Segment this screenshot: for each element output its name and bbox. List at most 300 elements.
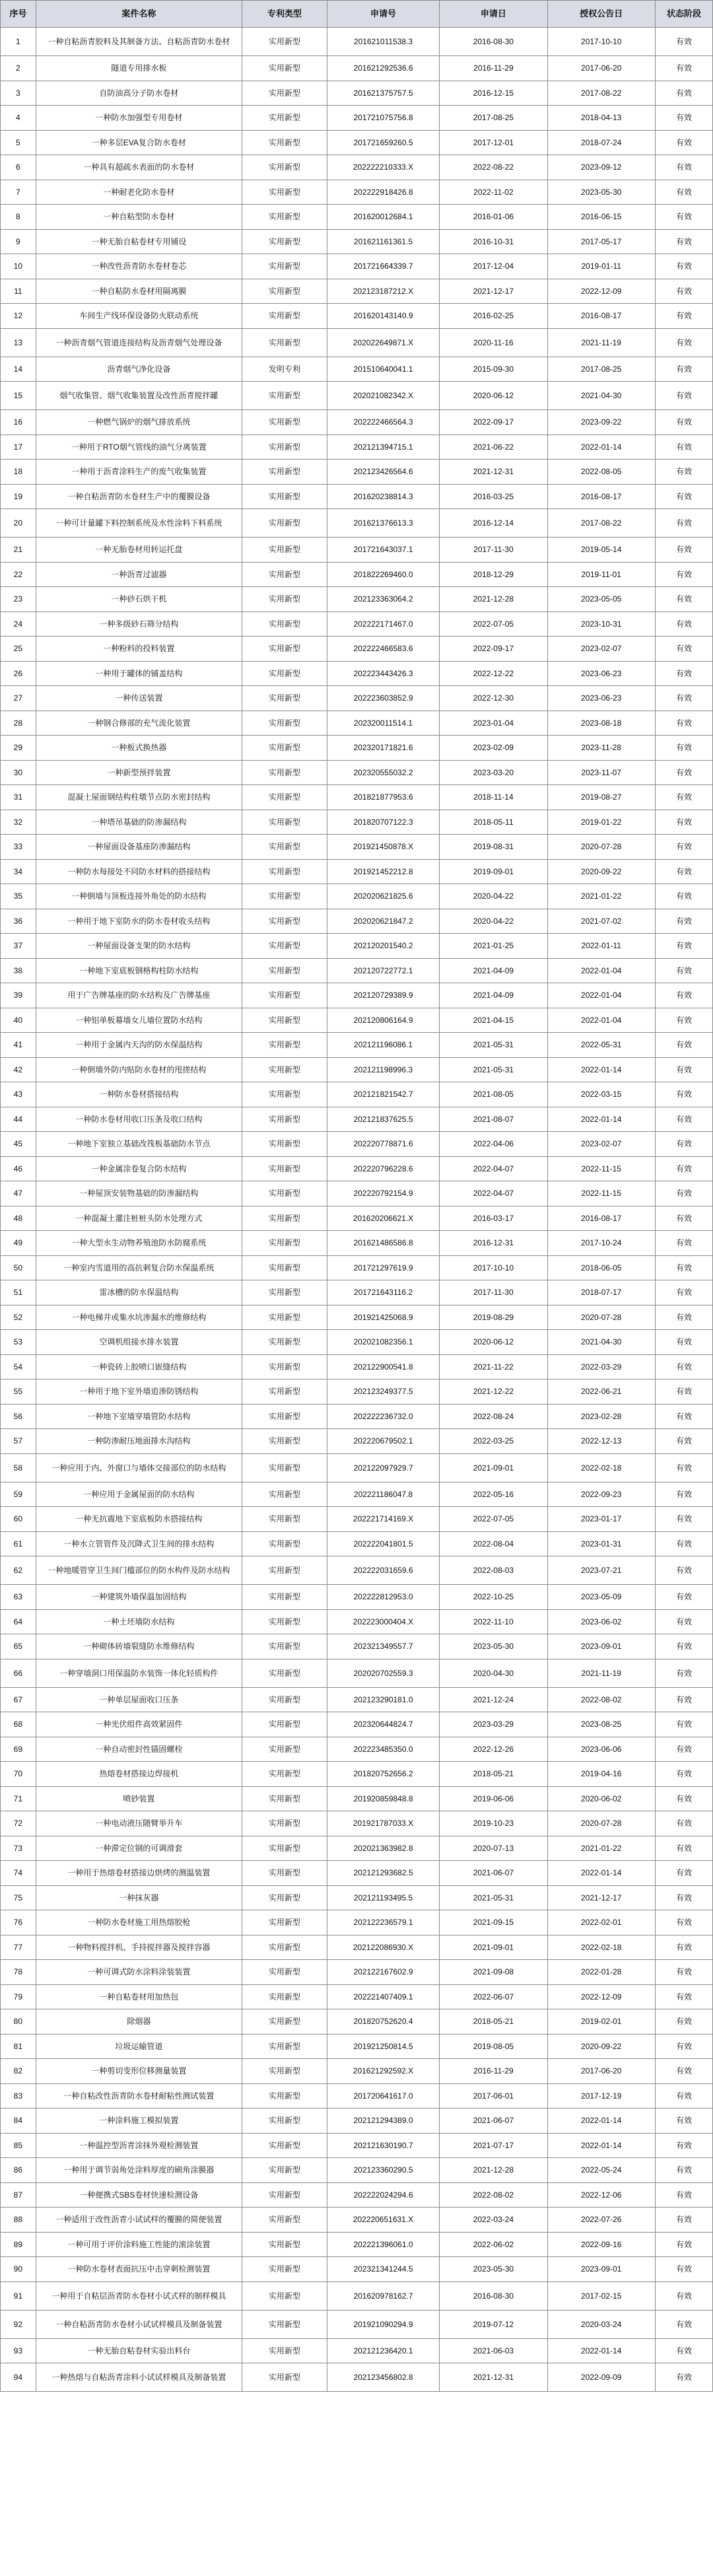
cell-application-date: 2023-03-20 <box>440 760 547 785</box>
cell-application-number: 202222031659.6 <box>327 1556 439 1585</box>
cell-grant-date: 2017-06-20 <box>547 56 655 81</box>
cell-status: 有效 <box>655 1910 712 1935</box>
cell-patent-type: 实用新型 <box>242 328 327 357</box>
cell-grant-date: 2022-12-09 <box>547 1984 655 2009</box>
cell-application-number: 202123363064.2 <box>327 587 439 612</box>
cell-patent-type: 实用新型 <box>242 509 327 538</box>
table-row <box>1 509 713 538</box>
cell-case-name: 一种传送装置 <box>36 686 242 711</box>
cell-grant-date: 2017-08-25 <box>547 357 655 382</box>
cell-case-name: 一种水立管管件及沉降式卫生间的排水结构 <box>36 1531 242 1556</box>
cell-case-name: 一种钢合修部的充气流化装置 <box>36 711 242 736</box>
cell-patent-type: 实用新型 <box>242 229 327 254</box>
cell-grant-date: 2018-07-24 <box>547 130 655 155</box>
cell-application-date: 2016-08-30 <box>440 28 547 56</box>
cell-application-number: 201621292536.6 <box>327 56 439 81</box>
cell-index: 18 <box>1 460 36 485</box>
cell-patent-type: 实用新型 <box>242 1585 327 1610</box>
cell-application-number: 201821877953.6 <box>327 785 439 810</box>
cell-patent-type: 实用新型 <box>242 304 327 329</box>
table-row <box>1 1280 713 1305</box>
cell-patent-type: 实用新型 <box>242 1935 327 1960</box>
cell-patent-type: 实用新型 <box>242 28 327 56</box>
cell-case-name: 一种自粘改性沥青防水卷材耐粘性测试装置 <box>36 2083 242 2108</box>
cell-application-number: 202222171467.0 <box>327 611 439 637</box>
cell-case-name: 一种无抗震地下室底板防水搭接结构 <box>36 1507 242 1532</box>
table-row <box>1 983 713 1008</box>
cell-case-name: 一种倒墙与顶板连接外角处的防水结构 <box>36 884 242 909</box>
cell-index: 1 <box>1 28 36 56</box>
cell-patent-type: 实用新型 <box>242 1008 327 1033</box>
cell-application-number: 201921090294.9 <box>327 2310 439 2338</box>
cell-case-name: 一种便携式SBS卷材快速检测设备 <box>36 2182 242 2208</box>
cell-application-date: 2018-11-14 <box>440 785 547 810</box>
cell-application-date: 2022-08-22 <box>440 155 547 180</box>
cell-application-number: 202122086930.X <box>327 1935 439 1960</box>
cell-grant-date: 2022-06-21 <box>547 1379 655 1405</box>
cell-application-date: 2020-06-12 <box>440 382 547 410</box>
cell-case-name: 一种用于沥青涂料生产的废气收集装置 <box>36 460 242 485</box>
cell-patent-type: 实用新型 <box>242 1712 327 1737</box>
table-row <box>1 410 713 435</box>
cell-application-number: 202220792154.9 <box>327 1181 439 1206</box>
cell-status: 有效 <box>655 859 712 884</box>
table-row <box>1 2232 713 2257</box>
header-row <box>1 1 713 28</box>
table-row <box>1 435 713 460</box>
cell-grant-date: 2023-06-23 <box>547 661 655 686</box>
cell-status: 有效 <box>655 28 712 56</box>
cell-index: 74 <box>1 1861 36 1886</box>
table-row <box>1 1836 713 1861</box>
cell-index: 62 <box>1 1556 36 1585</box>
header-patent-type: 专利类型 <box>242 1 327 28</box>
cell-status: 有效 <box>655 2083 712 2108</box>
cell-status: 有效 <box>655 661 712 686</box>
cell-case-name: 一种电梯井或集水坑渗漏水的维修结构 <box>36 1305 242 1330</box>
table-row <box>1 1057 713 1082</box>
cell-status: 有效 <box>655 304 712 329</box>
cell-status: 有效 <box>655 909 712 934</box>
cell-grant-date: 2022-03-15 <box>547 1082 655 1107</box>
cell-case-name: 一种涂料施工模拟装置 <box>36 2108 242 2134</box>
cell-patent-type: 实用新型 <box>242 1404 327 1429</box>
cell-patent-type: 实用新型 <box>242 1687 327 1712</box>
cell-application-date: 2016-03-25 <box>440 484 547 509</box>
cell-application-number: 202121821542.7 <box>327 1082 439 1107</box>
cell-status: 有效 <box>655 1585 712 1610</box>
cell-application-number: 202221396061.0 <box>327 2232 439 2257</box>
cell-patent-type: 实用新型 <box>242 1033 327 1058</box>
cell-grant-date: 2022-01-14 <box>547 1861 655 1886</box>
cell-status: 有效 <box>655 2133 712 2158</box>
cell-grant-date: 2021-01-22 <box>547 884 655 909</box>
cell-status: 有效 <box>655 1861 712 1886</box>
cell-status: 有效 <box>655 1762 712 1787</box>
cell-application-date: 2016-12-14 <box>440 509 547 538</box>
cell-index: 69 <box>1 1737 36 1762</box>
cell-grant-date: 2022-05-24 <box>547 2158 655 2183</box>
cell-grant-date: 2023-09-22 <box>547 410 655 435</box>
cell-patent-type: 实用新型 <box>242 254 327 279</box>
cell-application-date: 2017-06-01 <box>440 2083 547 2108</box>
cell-status: 有效 <box>655 1057 712 1082</box>
cell-application-date: 2016-02-25 <box>440 304 547 329</box>
cell-index: 50 <box>1 1255 36 1280</box>
cell-status: 有效 <box>655 435 712 460</box>
cell-status: 有效 <box>655 2059 712 2084</box>
cell-case-name: 一种用于自粘层沥青防水卷材小试式样的制样模具 <box>36 2281 242 2310</box>
cell-status: 有效 <box>655 81 712 106</box>
cell-application-date: 2015-09-30 <box>440 357 547 382</box>
cell-grant-date: 2022-09-09 <box>547 2363 655 2392</box>
cell-application-date: 2018-05-21 <box>440 1762 547 1787</box>
cell-grant-date: 2019-01-22 <box>547 810 655 835</box>
cell-index: 55 <box>1 1379 36 1405</box>
cell-application-date: 2017-11-30 <box>440 538 547 563</box>
cell-application-number: 202220778871.6 <box>327 1132 439 1157</box>
cell-grant-date: 2017-08-22 <box>547 509 655 538</box>
cell-case-name: 一种砂石烘干机 <box>36 587 242 612</box>
cell-grant-date: 2021-01-22 <box>547 1836 655 1861</box>
cell-index: 34 <box>1 859 36 884</box>
table-row <box>1 1453 713 1482</box>
cell-index: 2 <box>1 56 36 81</box>
cell-case-name: 一种可计量罐下料控制系统及水性涂料下料系统 <box>36 509 242 538</box>
cell-grant-date: 2023-02-28 <box>547 1404 655 1429</box>
cell-index: 86 <box>1 2158 36 2183</box>
cell-application-date: 2017-10-10 <box>440 1255 547 1280</box>
cell-grant-date: 2023-09-12 <box>547 155 655 180</box>
table-row <box>1 1935 713 1960</box>
cell-patent-type: 实用新型 <box>242 2208 327 2233</box>
cell-status: 有效 <box>655 1379 712 1405</box>
cell-case-name: 一种自粘沥青防水卷材小试试样模具及制备装置 <box>36 2310 242 2338</box>
cell-application-number: 202123360290.5 <box>327 2158 439 2183</box>
cell-application-date: 2016-03-17 <box>440 1206 547 1231</box>
cell-case-name: 一种单层屋面收口压条 <box>36 1687 242 1712</box>
cell-patent-type: 实用新型 <box>242 130 327 155</box>
cell-grant-date: 2023-08-18 <box>547 711 655 736</box>
cell-index: 66 <box>1 1659 36 1687</box>
table-row <box>1 2363 713 2392</box>
table-row <box>1 1984 713 2009</box>
cell-status: 有效 <box>655 736 712 761</box>
cell-status: 有效 <box>655 785 712 810</box>
cell-index: 32 <box>1 810 36 835</box>
cell-patent-type: 实用新型 <box>242 2034 327 2059</box>
cell-application-number: 202021082356.1 <box>327 1330 439 1355</box>
cell-index: 23 <box>1 587 36 612</box>
cell-case-name: 一种适用于改性沥青小试试样的覆膜的简便装置 <box>36 2208 242 2233</box>
cell-index: 15 <box>1 382 36 410</box>
table-row <box>1 637 713 662</box>
cell-status: 有效 <box>655 1885 712 1910</box>
cell-index: 24 <box>1 611 36 637</box>
cell-application-date: 2020-04-22 <box>440 884 547 909</box>
cell-patent-type: 实用新型 <box>242 1453 327 1482</box>
cell-status: 有效 <box>655 2108 712 2134</box>
cell-grant-date: 2023-10-31 <box>547 611 655 637</box>
cell-case-name: 烟气收集管、烟气收集装置及改性沥青搅拌罐 <box>36 382 242 410</box>
cell-status: 有效 <box>655 611 712 637</box>
cell-grant-date: 2020-07-28 <box>547 1811 655 1836</box>
cell-patent-type: 实用新型 <box>242 983 327 1008</box>
cell-index: 83 <box>1 2083 36 2108</box>
cell-application-number: 202320555032.2 <box>327 760 439 785</box>
cell-index: 25 <box>1 637 36 662</box>
cell-application-number: 201721075756.8 <box>327 106 439 131</box>
cell-application-number: 201921250814.5 <box>327 2034 439 2059</box>
cell-grant-date: 2019-11-01 <box>547 562 655 587</box>
cell-patent-type: 实用新型 <box>242 2232 327 2257</box>
cell-index: 39 <box>1 983 36 1008</box>
cell-application-number: 202120729389.9 <box>327 983 439 1008</box>
table-row <box>1 785 713 810</box>
cell-application-number: 202223000404.X <box>327 1609 439 1634</box>
cell-application-number: 202123249377.5 <box>327 1379 439 1405</box>
cell-application-number: 201621292592.X <box>327 2059 439 2084</box>
cell-case-name: 用于广告牌基座的防水结构及广告牌基座 <box>36 983 242 1008</box>
cell-application-number: 202123187212.X <box>327 279 439 304</box>
header-index: 序号 <box>1 1 36 28</box>
cell-application-date: 2020-06-12 <box>440 1330 547 1355</box>
table-row <box>1 382 713 410</box>
table-row <box>1 1033 713 1058</box>
cell-index: 81 <box>1 2034 36 2059</box>
cell-index: 72 <box>1 1811 36 1836</box>
cell-application-number: 201510640041.1 <box>327 357 439 382</box>
cell-application-number: 202121630190.7 <box>327 2133 439 2158</box>
cell-application-number: 202321341244.5 <box>327 2257 439 2282</box>
cell-application-date: 2017-11-30 <box>440 1280 547 1305</box>
cell-application-number: 202222236732.0 <box>327 1404 439 1429</box>
table-row <box>1 562 713 587</box>
cell-index: 93 <box>1 2338 36 2363</box>
cell-application-number: 202122236579.1 <box>327 1910 439 1935</box>
cell-index: 11 <box>1 279 36 304</box>
cell-index: 44 <box>1 1107 36 1132</box>
cell-application-number: 201620978162.7 <box>327 2281 439 2310</box>
cell-case-name: 一种防水加强型专用卷材 <box>36 106 242 131</box>
table-row <box>1 810 713 835</box>
cell-index: 75 <box>1 1885 36 1910</box>
cell-patent-type: 实用新型 <box>242 1960 327 1985</box>
cell-application-number: 201921452212.8 <box>327 859 439 884</box>
cell-application-number: 202020702559.3 <box>327 1659 439 1687</box>
cell-status: 有效 <box>655 538 712 563</box>
cell-index: 21 <box>1 538 36 563</box>
cell-status: 有效 <box>655 357 712 382</box>
table-row <box>1 1885 713 1910</box>
cell-grant-date: 2023-02-07 <box>547 1132 655 1157</box>
cell-grant-date: 2022-08-02 <box>547 1687 655 1712</box>
cell-grant-date: 2019-05-14 <box>547 538 655 563</box>
cell-application-number: 202120806164.9 <box>327 1008 439 1033</box>
cell-application-date: 2022-04-07 <box>440 1181 547 1206</box>
table-row <box>1 460 713 485</box>
cell-status: 有效 <box>655 1786 712 1811</box>
cell-application-date: 2021-07-17 <box>440 2133 547 2158</box>
cell-application-number: 202122167602.9 <box>327 1960 439 1985</box>
cell-application-date: 2021-08-05 <box>440 1082 547 1107</box>
cell-status: 有效 <box>655 2363 712 2392</box>
cell-grant-date: 2021-04-30 <box>547 1330 655 1355</box>
cell-application-number: 202123426564.6 <box>327 460 439 485</box>
cell-application-date: 2022-08-03 <box>440 1556 547 1585</box>
cell-case-name: 垃圾运输管道 <box>36 2034 242 2059</box>
cell-status: 有效 <box>655 1206 712 1231</box>
cell-application-number: 202220679502.1 <box>327 1429 439 1454</box>
cell-patent-type: 实用新型 <box>242 1507 327 1532</box>
cell-status: 有效 <box>655 711 712 736</box>
cell-patent-type: 实用新型 <box>242 711 327 736</box>
cell-status: 有效 <box>655 382 712 410</box>
cell-application-date: 2019-06-06 <box>440 1786 547 1811</box>
cell-index: 78 <box>1 1960 36 1985</box>
cell-case-name: 一种防水卷材表面抗压中击穿刺检测装置 <box>36 2257 242 2282</box>
cell-index: 64 <box>1 1609 36 1634</box>
cell-application-number: 202222812953.0 <box>327 1585 439 1610</box>
cell-status: 有效 <box>655 1354 712 1379</box>
cell-application-date: 2021-04-09 <box>440 983 547 1008</box>
cell-index: 7 <box>1 180 36 205</box>
cell-application-number: 202121193495.5 <box>327 1885 439 1910</box>
cell-grant-date: 2022-02-18 <box>547 1935 655 1960</box>
cell-status: 有效 <box>655 155 712 180</box>
cell-case-name: 一种燃气锅炉的烟气排放系统 <box>36 410 242 435</box>
cell-case-name: 一种无胎自粘卷材实验出料台 <box>36 2338 242 2363</box>
cell-status: 有效 <box>655 460 712 485</box>
cell-application-number: 202222210333.X <box>327 155 439 180</box>
cell-index: 68 <box>1 1712 36 1737</box>
cell-application-date: 2017-12-01 <box>440 130 547 155</box>
table-row <box>1 1330 713 1355</box>
cell-application-number: 201721643116.2 <box>327 1280 439 1305</box>
cell-application-number: 202121394715.1 <box>327 435 439 460</box>
cell-application-date: 2022-09-17 <box>440 410 547 435</box>
cell-patent-type: 实用新型 <box>242 1737 327 1762</box>
cell-grant-date: 2022-11-15 <box>547 1181 655 1206</box>
cell-status: 有效 <box>655 1453 712 1482</box>
cell-application-number: 201820752656.2 <box>327 1762 439 1787</box>
cell-grant-date: 2018-06-05 <box>547 1255 655 1280</box>
cell-index: 76 <box>1 1910 36 1935</box>
cell-index: 77 <box>1 1935 36 1960</box>
cell-index: 46 <box>1 1156 36 1181</box>
cell-patent-type: 实用新型 <box>242 2009 327 2035</box>
cell-patent-type: 实用新型 <box>242 1861 327 1886</box>
cell-application-date: 2021-06-07 <box>440 2108 547 2134</box>
cell-index: 92 <box>1 2310 36 2338</box>
cell-case-name: 一种应用于金属屋面的防水结构 <box>36 1482 242 1507</box>
cell-patent-type: 实用新型 <box>242 1429 327 1454</box>
cell-application-date: 2018-05-21 <box>440 2009 547 2035</box>
cell-status: 有效 <box>655 1156 712 1181</box>
cell-case-name: 一种自动密封性锚固螺栓 <box>36 1737 242 1762</box>
cell-application-date: 2020-07-13 <box>440 1836 547 1861</box>
cell-case-name: 一种用于地下室外墙追渗防锈结构 <box>36 1379 242 1405</box>
cell-patent-type: 实用新型 <box>242 1659 327 1687</box>
cell-index: 59 <box>1 1482 36 1507</box>
cell-index: 31 <box>1 785 36 810</box>
cell-case-name: 雷冰槽的防水保温结构 <box>36 1280 242 1305</box>
cell-case-name: 一种滞定位钢的可调滑套 <box>36 1836 242 1861</box>
cell-index: 38 <box>1 958 36 983</box>
cell-application-date: 2022-03-25 <box>440 1429 547 1454</box>
table-row <box>1 2108 713 2134</box>
cell-application-number: 202121198996.3 <box>327 1057 439 1082</box>
cell-case-name: 一种电动液压随臂举升车 <box>36 1811 242 1836</box>
cell-application-date: 2022-11-02 <box>440 180 547 205</box>
cell-application-number: 201621376613.3 <box>327 509 439 538</box>
cell-grant-date: 2020-09-22 <box>547 2034 655 2059</box>
cell-case-name: 一种室内雪道用的高抗刺复合防水保温系统 <box>36 1255 242 1280</box>
cell-application-date: 2016-08-30 <box>440 2281 547 2310</box>
cell-case-name: 一种防水卷材搭接结构 <box>36 1082 242 1107</box>
cell-patent-type: 实用新型 <box>242 81 327 106</box>
cell-application-number: 202222041801.5 <box>327 1531 439 1556</box>
cell-index: 26 <box>1 661 36 686</box>
cell-grant-date: 2021-11-19 <box>547 328 655 357</box>
cell-patent-type: 实用新型 <box>242 2059 327 2084</box>
cell-case-name: 一种剪切变形位移测量装置 <box>36 2059 242 2084</box>
cell-grant-date: 2020-09-22 <box>547 859 655 884</box>
table-row <box>1 205 713 230</box>
table-row <box>1 1811 713 1836</box>
cell-index: 87 <box>1 2182 36 2208</box>
cell-application-number: 202223443426.3 <box>327 661 439 686</box>
cell-grant-date: 2016-06-15 <box>547 205 655 230</box>
table-row <box>1 1531 713 1556</box>
cell-index: 36 <box>1 909 36 934</box>
cell-index: 84 <box>1 2108 36 2134</box>
cell-case-name: 一种用于热熔卷材搭接边烘烤的测温装置 <box>36 1861 242 1886</box>
cell-patent-type: 实用新型 <box>242 2158 327 2183</box>
cell-application-date: 2016-11-29 <box>440 56 547 81</box>
cell-status: 有效 <box>655 130 712 155</box>
table-row <box>1 958 713 983</box>
cell-patent-type: 实用新型 <box>242 934 327 959</box>
cell-status: 有效 <box>655 587 712 612</box>
cell-application-date: 2022-10-25 <box>440 1585 547 1610</box>
cell-status: 有效 <box>655 686 712 711</box>
cell-status: 有效 <box>655 1687 712 1712</box>
cell-application-number: 201621011538.3 <box>327 28 439 56</box>
cell-status: 有效 <box>655 1033 712 1058</box>
cell-patent-type: 实用新型 <box>242 2108 327 2134</box>
cell-grant-date: 2016-08-17 <box>547 304 655 329</box>
cell-patent-type: 实用新型 <box>242 1206 327 1231</box>
cell-application-date: 2021-04-15 <box>440 1008 547 1033</box>
table-row <box>1 1132 713 1157</box>
cell-grant-date: 2017-06-20 <box>547 2059 655 2084</box>
cell-grant-date: 2022-01-14 <box>547 2108 655 2134</box>
cell-case-name: 一种自粘型防水卷材 <box>36 205 242 230</box>
cell-index: 60 <box>1 1507 36 1532</box>
cell-patent-type: 实用新型 <box>242 1305 327 1330</box>
table-row <box>1 1659 713 1687</box>
cell-application-date: 2022-05-16 <box>440 1482 547 1507</box>
cell-application-number: 202320644824.7 <box>327 1712 439 1737</box>
table-row <box>1 254 713 279</box>
cell-case-name: 一种塔吊基础的防渗漏结构 <box>36 810 242 835</box>
cell-application-number: 202021363982.8 <box>327 1836 439 1861</box>
cell-status: 有效 <box>655 2182 712 2208</box>
cell-grant-date: 2021-07-02 <box>547 909 655 934</box>
cell-grant-date: 2023-02-07 <box>547 637 655 662</box>
cell-status: 有效 <box>655 1737 712 1762</box>
